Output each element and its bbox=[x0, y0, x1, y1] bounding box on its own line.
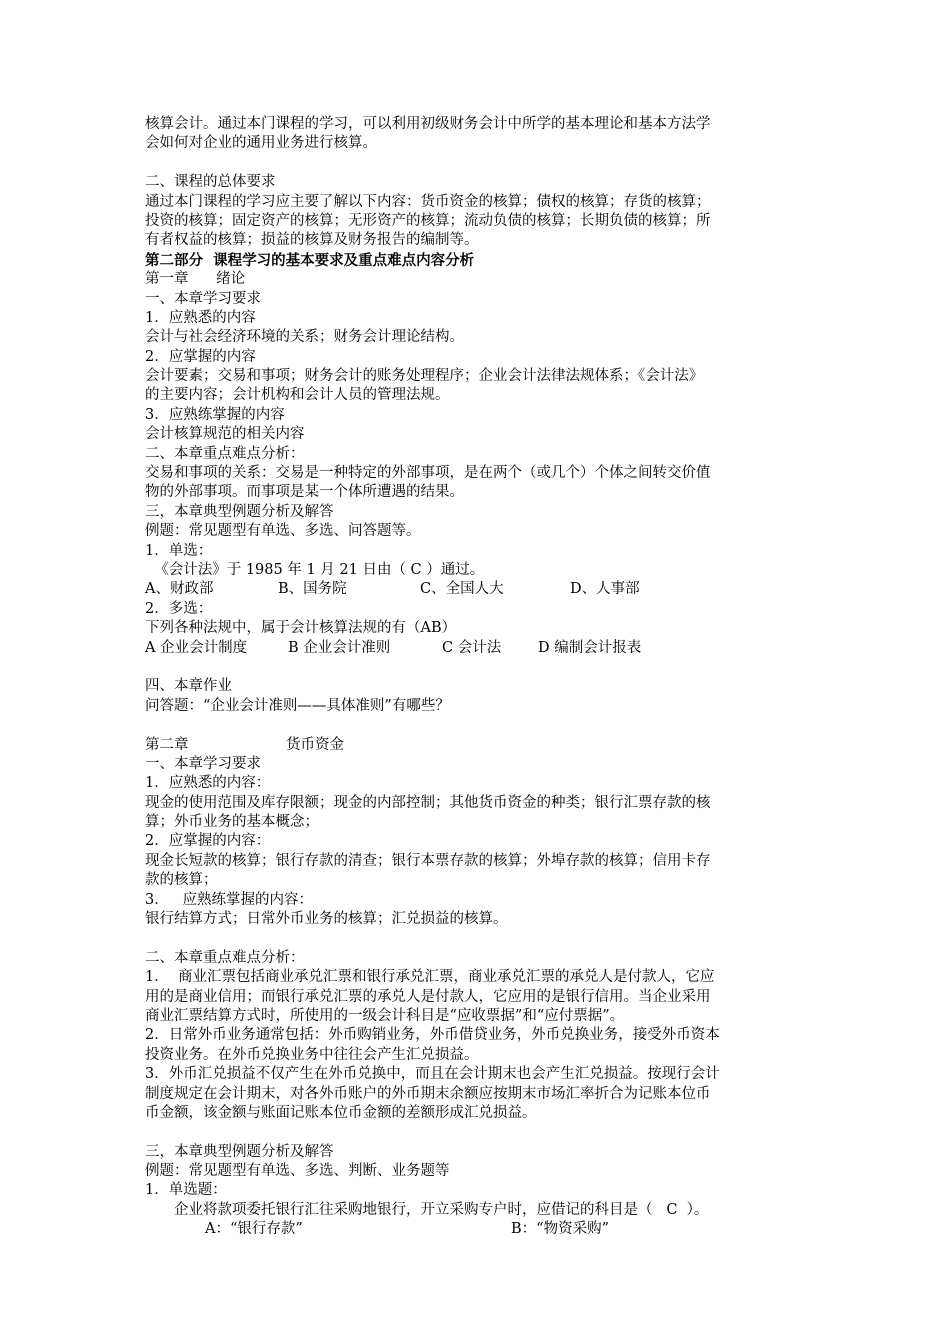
section-heading: 一、本章学习要求 bbox=[145, 755, 261, 772]
option: A 企业会计制度 bbox=[145, 639, 248, 656]
subheading: 2．应掌握的内容 bbox=[145, 348, 256, 365]
options-row bbox=[145, 580, 810, 599]
paragraph-line: 的主要内容；会计机构和会计人员的管理法规。 bbox=[145, 387, 450, 404]
subheading: 1．单选： bbox=[145, 542, 213, 559]
option: B、国务院 bbox=[278, 581, 347, 598]
option: D 编制会计报表 bbox=[538, 639, 642, 656]
paragraph-line: 例题：常见题型有单选、多选、问答题等。 bbox=[145, 523, 421, 540]
option: B 企业会计准则 bbox=[288, 639, 391, 656]
paragraph-line: 有者权益的核算；损益的核算及财务报告的编制等。 bbox=[145, 232, 479, 249]
paragraph-line: 制度规定在会计期末，对各外币账户的外币期末余额应按期末市场汇率折合为记账本位币 bbox=[145, 1085, 711, 1102]
option: B：“物资采购” bbox=[511, 1221, 609, 1238]
section-heading: 二、课程的总体要求 bbox=[145, 174, 276, 191]
paragraph-line: 投资的核算；固定资产的核算；无形资产的核算；流动负债的核算；长期负债的核算；所 bbox=[145, 212, 711, 229]
paragraph-line: 款的核算； bbox=[145, 872, 218, 889]
chapter-number: 第二章 bbox=[145, 736, 189, 753]
paragraph-line: 3．外币汇兑损益不仅产生在外币兑换中，而且在会计期末也会产生汇兑损益。按现行会计 bbox=[145, 1066, 720, 1083]
subheading: 1．应熟悉的内容 bbox=[145, 309, 256, 326]
paragraph-line: 现金长短款的核算；银行存款的清查；银行本票存款的核算；外埠存款的核算；信用卡存 bbox=[145, 852, 711, 869]
option: A、财政部 bbox=[145, 581, 214, 598]
paragraph-line: 通过本门课程的学习应主要了解以下内容：货币资金的核算；债权的核算；存货的核算； bbox=[145, 193, 711, 210]
paragraph-line: 商业汇票结算方式时，所使用的一级会计科目是“应收票据”和“应付票据”。 bbox=[145, 1007, 625, 1024]
option: D、人事部 bbox=[570, 581, 640, 598]
paragraph-line: 用的是商业信用；而银行承兑汇票的承兑人是付款人，它应用的是银行信用。当企业采用 bbox=[145, 988, 711, 1005]
paragraph-line: 会计核算规范的相关内容 bbox=[145, 426, 305, 443]
paragraph-line: 银行结算方式；日常外币业务的核算；汇兑损益的核算。 bbox=[145, 911, 508, 928]
subheading: 3．应熟练掌握的内容 bbox=[145, 406, 285, 423]
option: C、全国人大 bbox=[420, 581, 504, 598]
section-heading: 四、本章作业 bbox=[145, 678, 232, 695]
question-line: 企业将款项委托银行汇往采购地银行，开立采购专户时，应借记的科目是（ C ）。 bbox=[174, 1201, 709, 1218]
section-heading: 二、本章重点难点分析： bbox=[145, 445, 305, 462]
question-line: 下列各种法规中，属于会计核算法规的有（AB） bbox=[145, 620, 457, 637]
paragraph-line: 现金的使用范围及库存限额；现金的内部控制；其他货币资金的种类；银行汇票存款的核 bbox=[145, 794, 711, 811]
paragraph-line: 币金额，该金额与账面记账本位币金额的差额形成汇兑损益。 bbox=[145, 1104, 537, 1121]
option: C 会计法 bbox=[442, 639, 502, 656]
subheading: 3． 应熟练掌握的内容： bbox=[145, 891, 314, 908]
section-heading: 三，本章典型例题分析及解答 bbox=[145, 1143, 334, 1160]
intro-line: 会如何对企业的通用业务进行核算。 bbox=[145, 135, 377, 152]
options-row bbox=[145, 1220, 810, 1239]
paragraph-line: 交易和事项的关系：交易是一种特定的外部事项，是在两个（或几个）个体之间转交价值 bbox=[145, 465, 711, 482]
chapter-title: 第一章 绪论 bbox=[145, 271, 246, 288]
subheading: 2．多选： bbox=[145, 600, 213, 617]
intro-line: 核算会计。通过本门课程的学习，可以利用初级财务会计中所学的基本理论和基本方法学 bbox=[145, 116, 711, 132]
section-heading: 二、本章重点难点分析： bbox=[145, 949, 305, 966]
subheading: 2．应掌握的内容： bbox=[145, 833, 271, 850]
section-heading: 三，本章典型例题分析及解答 bbox=[145, 503, 334, 520]
paragraph-line: 问答题：“企业会计准则——具体准则”有哪些？ bbox=[145, 697, 450, 714]
paragraph-line: 2．日常外币业务通常包括：外币购销业务，外币借贷业务，外币兑换业务，接受外币资本 bbox=[145, 1027, 720, 1044]
paragraph-line: 例题：常见题型有单选、多选、判断、业务题等 bbox=[145, 1163, 450, 1180]
subheading: 1．应熟悉的内容： bbox=[145, 775, 271, 792]
chapter-title bbox=[145, 736, 810, 755]
options-row bbox=[145, 639, 810, 658]
paragraph-line: 物的外部事项。而事项是某一个体所遭遇的结果。 bbox=[145, 484, 464, 501]
paragraph-line: 投资业务。在外币兑换业务中往往会产生汇兑损益。 bbox=[145, 1046, 479, 1063]
paragraph-line: 1． 商业汇票包括商业承兑汇票和银行承兑汇票，商业承兑汇票的承兑人是付款人，它应 bbox=[145, 969, 715, 986]
paragraph-line: 会计与社会经济环境的关系；财务会计理论结构。 bbox=[145, 329, 464, 346]
section-heading: 一、本章学习要求 bbox=[145, 290, 261, 307]
paragraph-line: 算；外币业务的基本概念； bbox=[145, 814, 319, 831]
paragraph-line: 会计要素；交易和事项；财务会计的账务处理程序；企业会计法律法规体系；《会计法》 bbox=[145, 368, 704, 385]
chapter-name: 货币资金 bbox=[286, 736, 344, 753]
option: A：“银行存款” bbox=[205, 1221, 303, 1238]
question-line: 《会计法》于 1985 年 1 月 21 日由（ C ）通过。 bbox=[145, 561, 485, 578]
part-heading: 第二部分 课程学习的基本要求及重点难点内容分析 bbox=[145, 251, 475, 269]
document-body bbox=[145, 115, 810, 1240]
subheading: 1．单选题： bbox=[145, 1182, 227, 1199]
